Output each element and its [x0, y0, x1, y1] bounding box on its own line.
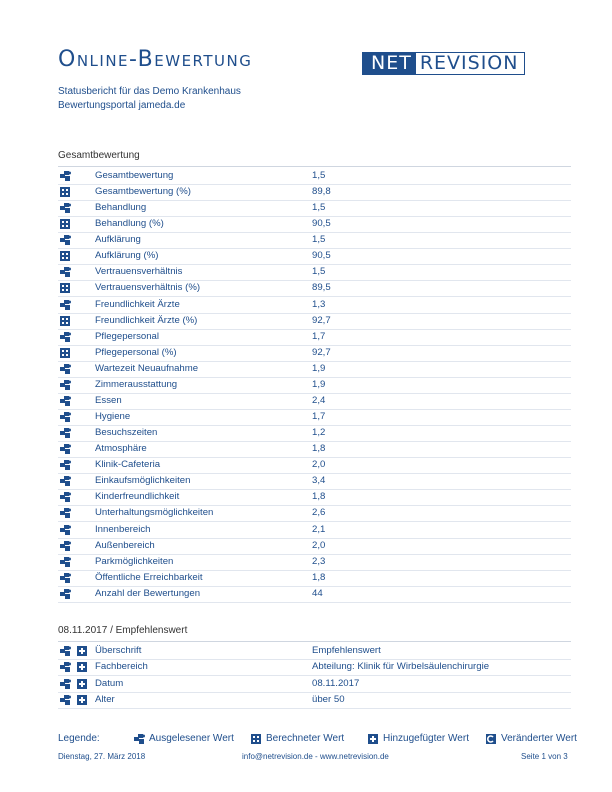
- row-label: Parkmöglichkeiten: [95, 555, 174, 567]
- footer-contact: info@netrevision.de - www.netrevision.de: [242, 752, 389, 761]
- row-label: Öffentliche Erreichbarkeit: [95, 571, 203, 583]
- legend-read-label: Ausgelesener Wert: [149, 733, 234, 744]
- row-label: Aufklärung (%): [95, 250, 159, 262]
- row-value: 90,5: [312, 218, 331, 230]
- read-value-icon: [60, 679, 71, 689]
- read-value-icon: [60, 525, 71, 535]
- table-row: [58, 264, 571, 281]
- calculated-value-icon: [60, 187, 71, 197]
- row-label: Essen: [95, 394, 122, 406]
- read-value-icon: [60, 492, 71, 502]
- table-row: [58, 554, 571, 571]
- table-row: [58, 361, 571, 378]
- row-label: Wartezeit Neuaufnahme: [95, 362, 199, 374]
- row-label: Unterhaltungsmöglichkeiten: [95, 507, 214, 519]
- row-label: Hygiene: [95, 411, 131, 423]
- table-row: [58, 522, 571, 539]
- table-row: [58, 473, 571, 490]
- table-row: [58, 505, 571, 522]
- logo-net: NET: [363, 53, 416, 74]
- row-label: Freundlichkeit Ärzte (%): [95, 314, 198, 326]
- added-value-icon: [77, 662, 87, 672]
- logo-revision: REVISION: [419, 52, 519, 74]
- row-label: Alter: [95, 693, 115, 705]
- table-row: [58, 570, 571, 587]
- calculated-value-icon: [60, 251, 71, 261]
- read-value-icon: [60, 235, 71, 245]
- read-value-icon: [60, 573, 71, 583]
- table-row: [58, 425, 571, 442]
- row-label: Pflegepersonal: [95, 330, 160, 342]
- row-label: Vertrauensverhältnis (%): [95, 282, 201, 294]
- legend-calc-label: Berechneter Wert: [266, 733, 345, 744]
- row-label: Gesamtbewertung (%): [95, 186, 191, 198]
- row-label: Behandlung: [95, 202, 147, 214]
- row-label: Anzahl der Bewertungen: [95, 587, 201, 599]
- row-value: 2,3: [312, 555, 326, 567]
- row-value: 90,5: [312, 250, 331, 262]
- calculated-value-icon: [60, 283, 71, 293]
- section-overall-rating-title: Gesamtbewertung: [58, 150, 140, 161]
- table-row: [58, 280, 571, 297]
- report-subtitle: Statusbericht für das Demo Krankenhaus: [58, 86, 241, 97]
- row-value: 1,3: [312, 298, 326, 310]
- calculated-value-icon: [60, 348, 71, 358]
- added-value-icon: [77, 679, 87, 689]
- table-row: [58, 168, 571, 185]
- table-row: [58, 232, 571, 249]
- read-value-icon: [60, 203, 71, 213]
- row-label: Aufklärung: [95, 234, 141, 246]
- row-value: 2,0: [312, 459, 326, 471]
- table-row: [58, 489, 571, 506]
- read-value-icon: [60, 476, 71, 486]
- table-row: [58, 297, 571, 314]
- table-row: [58, 329, 571, 346]
- row-value: 2,0: [312, 539, 326, 551]
- table-row: [58, 643, 571, 660]
- row-value: 1,8: [312, 571, 326, 583]
- row-value: 1,8: [312, 443, 326, 455]
- table-row: [58, 441, 571, 458]
- read-value-icon: [60, 332, 71, 342]
- row-value: 1,5: [312, 170, 326, 181]
- row-label: Kinderfreundlichkeit: [95, 491, 180, 503]
- row-value: 1,9: [312, 378, 326, 390]
- table-row: [58, 586, 571, 603]
- row-label: Behandlung (%): [95, 218, 164, 230]
- row-label: Überschrift: [95, 645, 142, 656]
- row-value: 2,1: [312, 523, 326, 535]
- read-value-icon: [60, 662, 71, 672]
- row-value: 2,6: [312, 507, 326, 519]
- row-value: 1,5: [312, 202, 326, 214]
- table-row: [58, 659, 571, 676]
- read-value-icon: [60, 589, 71, 599]
- table-row: [58, 409, 571, 426]
- row-label: Pflegepersonal (%): [95, 346, 177, 358]
- table-row: [58, 377, 571, 394]
- read-value-icon: [60, 412, 71, 422]
- row-value: Empfehlenswert: [312, 645, 381, 656]
- read-value-icon: [60, 541, 71, 551]
- row-value: 1,5: [312, 234, 326, 246]
- table-row: [58, 184, 571, 201]
- added-value-icon: [77, 695, 87, 705]
- row-value: 89,8: [312, 186, 331, 198]
- page-title: Online-Bewertung: [58, 47, 253, 72]
- row-value: 1,5: [312, 266, 326, 278]
- row-value: 08.11.2017: [312, 677, 360, 689]
- read-value-icon: [60, 695, 71, 705]
- row-label: Atmosphäre: [95, 443, 147, 455]
- portal-subtitle: Bewertungsportal jameda.de: [58, 100, 186, 111]
- legend-label: Legende:: [58, 733, 100, 744]
- calculated-value-icon: [60, 316, 71, 326]
- row-value: über 50: [312, 693, 345, 705]
- row-label: Klinik-Cafeteria: [95, 459, 161, 471]
- table-row: [58, 692, 571, 709]
- row-value: 3,4: [312, 475, 326, 487]
- row-label: Vertrauensverhältnis: [95, 266, 183, 278]
- row-value: 1,7: [312, 411, 326, 423]
- added-value-icon: [368, 734, 379, 744]
- netrevision-logo: [362, 52, 525, 75]
- footer-page-number: Seite 1 von 3: [521, 752, 568, 761]
- read-value-icon: [60, 267, 71, 277]
- table-row: [58, 676, 571, 693]
- row-label: Fachbereich: [95, 661, 148, 673]
- row-label: Datum: [95, 677, 124, 689]
- row-value: 1,8: [312, 491, 326, 503]
- read-value-icon: [60, 396, 71, 406]
- table-row: [58, 393, 571, 410]
- read-value-icon: [60, 646, 71, 656]
- read-value-icon: [60, 557, 71, 567]
- row-label: Gesamtbewertung: [95, 170, 174, 181]
- row-value: 1,2: [312, 427, 326, 439]
- table-row: [58, 345, 571, 362]
- legend-added-label: Hinzugefügter Wert: [383, 733, 469, 744]
- read-value-icon: [60, 171, 71, 181]
- changed-value-icon: [486, 734, 497, 744]
- added-value-icon: [77, 646, 87, 656]
- row-value: 89,5: [312, 282, 331, 294]
- calculated-value-icon: [251, 734, 262, 744]
- read-value-icon: [60, 444, 71, 454]
- read-value-icon: [60, 508, 71, 518]
- read-value-icon: [60, 428, 71, 438]
- row-label: Besuchszeiten: [95, 427, 158, 439]
- row-label: Außenbereich: [95, 539, 155, 551]
- read-value-icon: [60, 380, 71, 390]
- section-recommendation-title: 08.11.2017 / Empfehlenswert: [58, 625, 188, 636]
- table-row: [58, 313, 571, 330]
- legend-changed-label: Veränderter Wert: [501, 733, 577, 744]
- table-row: [58, 248, 571, 265]
- row-label: Innenbereich: [95, 523, 151, 535]
- table-row: [58, 216, 571, 233]
- read-value-icon: [60, 460, 71, 470]
- section-divider: [58, 641, 571, 642]
- read-value-icon: [60, 364, 71, 374]
- table-row: [58, 200, 571, 217]
- row-label: Zimmerausstattung: [95, 378, 178, 390]
- row-value: 92,7: [312, 346, 331, 358]
- read-value-icon: [134, 734, 145, 744]
- legend: [58, 733, 577, 747]
- row-value: 2,4: [312, 394, 326, 406]
- calculated-value-icon: [60, 219, 71, 229]
- footer-date: Dienstag, 27. März 2018: [58, 752, 146, 761]
- row-value: 1,9: [312, 362, 326, 374]
- section-divider: [58, 166, 571, 167]
- table-row: [58, 457, 571, 474]
- row-value: 1,7: [312, 330, 326, 342]
- row-value: 44: [312, 587, 323, 599]
- row-label: Einkaufsmöglichkeiten: [95, 475, 191, 487]
- row-value: Abteilung: Klinik für Wirbelsäulenchirurgie: [312, 661, 490, 673]
- table-row: [58, 538, 571, 555]
- read-value-icon: [60, 300, 71, 310]
- row-label: Freundlichkeit Ärzte: [95, 298, 180, 310]
- row-value: 92,7: [312, 314, 331, 326]
